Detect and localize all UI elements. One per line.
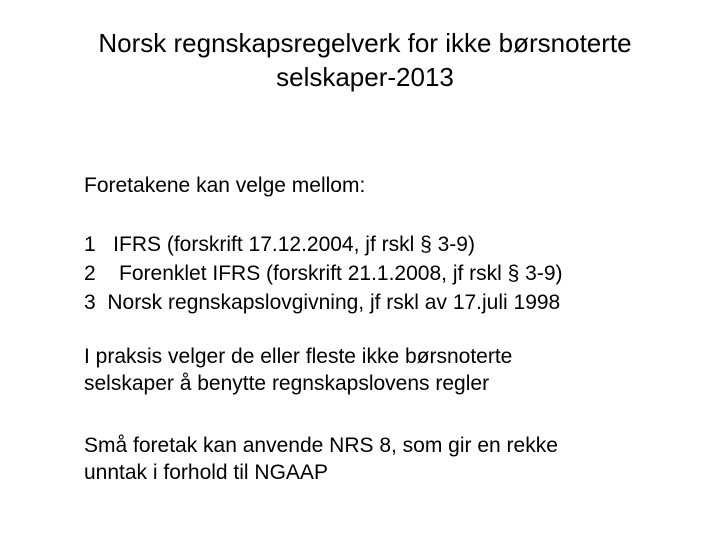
paragraph-line: Små foretak kan anvende NRS 8, som gir en rekke: [84, 434, 558, 457]
intro-text: Foretakene kan velge mellom:: [84, 174, 366, 197]
page-title: [40, 26, 690, 94]
options-list: [84, 230, 563, 317]
list-item: 3 Norsk regnskapslovgivning, jf rskl av 17.juli 1998: [84, 291, 561, 314]
paragraph-small-enterprises: [84, 432, 558, 486]
list-item: 1 IFRS (forskrift 17.12.2004, jf rskl § 3-9): [84, 233, 475, 256]
list-item: 2 Forenklet IFRS (forskrift 21.1.2008, jf rskl § 3-9): [84, 262, 563, 285]
title-line-2: selskaper-2013: [276, 62, 454, 92]
paragraph-line: selskaper å benytte regnskapslovens regler: [84, 372, 490, 395]
paragraph-line: unntak i forhold til NGAAP: [84, 461, 328, 484]
title-line-1: Norsk regnskapsregelverk for ikke børsnoterte: [98, 28, 632, 58]
paragraph-line: I praksis velger de eller fleste ikke børsnoterte: [84, 345, 513, 368]
paragraph-practice: [84, 343, 512, 397]
